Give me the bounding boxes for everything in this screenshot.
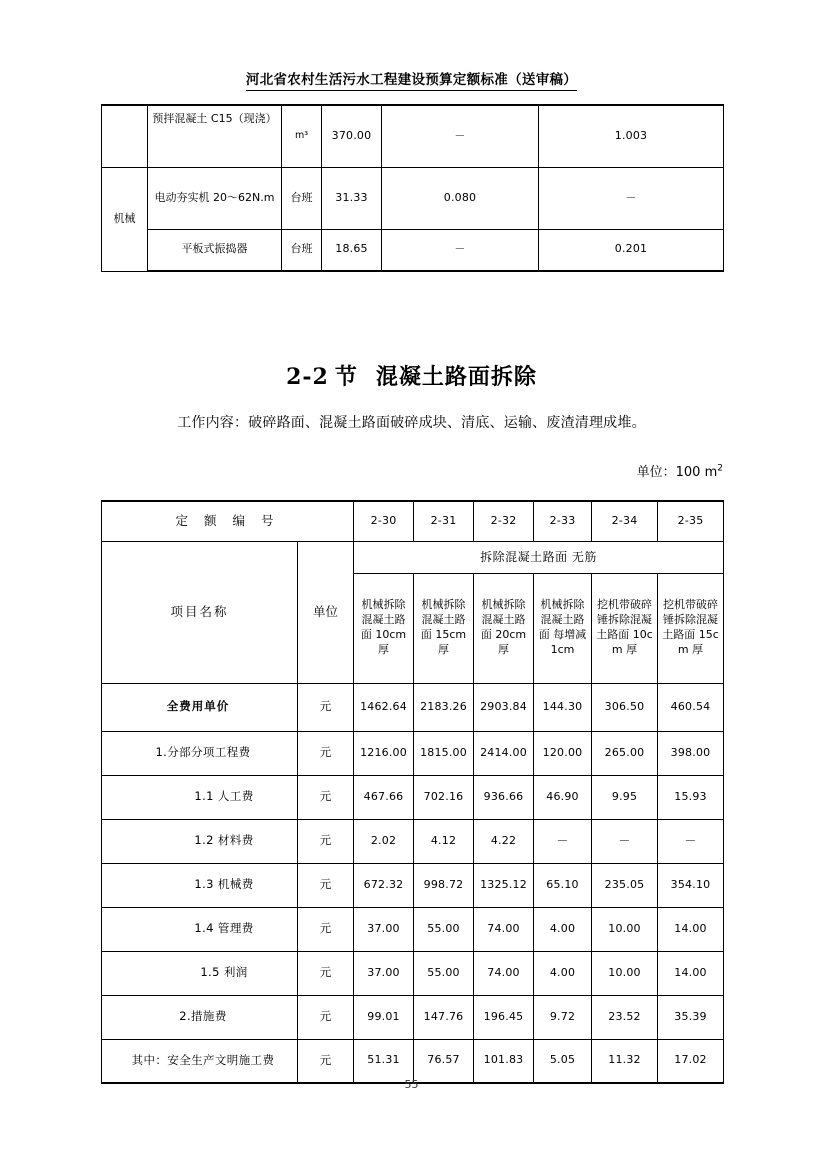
row-value: 2183.26 [414, 683, 474, 731]
row-value: 1462.64 [354, 683, 414, 731]
running-header-text: 河北省农村生活污水工程建设预算定额标准（送审稿） [246, 68, 577, 91]
row-value: 101.83 [474, 1039, 534, 1083]
row-label-machinery-fee: 1.3 机械费 [102, 863, 298, 907]
material-name: 预拌混凝土 C15（现浇） [148, 105, 282, 167]
material-qty-b: － [539, 167, 724, 229]
table-row [102, 167, 724, 229]
row-value: 74.00 [474, 907, 534, 951]
table-row [102, 819, 724, 863]
quota-table-body [102, 501, 724, 1083]
row-value: 936.66 [474, 775, 534, 819]
row-value: 354.10 [658, 863, 724, 907]
quota-name-header: 项目名称 [102, 541, 298, 683]
row-value: 398.00 [658, 731, 724, 775]
row-value: 17.02 [658, 1039, 724, 1083]
table-row [102, 229, 724, 271]
section-heading [0, 360, 823, 391]
row-value: 4.22 [474, 819, 534, 863]
row-value: 467.66 [354, 775, 414, 819]
material-price: 370.00 [322, 105, 382, 167]
material-unit: 台班 [282, 229, 322, 271]
row-value: 99.01 [354, 995, 414, 1039]
row-value: 37.00 [354, 907, 414, 951]
row-label-total-unit-price: 全费用单价 [102, 683, 298, 731]
row-value: 702.16 [414, 775, 474, 819]
quota-code-4: 2-34 [592, 501, 658, 541]
row-value: 144.30 [534, 683, 592, 731]
row-unit: 元 [298, 951, 354, 995]
row-label-subdivision-fee: 1.分部分项工程费 [102, 731, 298, 775]
table-row [102, 907, 724, 951]
row-value: 37.00 [354, 951, 414, 995]
quota-code-row [102, 501, 724, 541]
continued-materials-table [101, 104, 724, 272]
material-qty-a: － [382, 105, 539, 167]
quota-col-desc-2: 机械拆除混凝土路面 20cm 厚 [474, 573, 534, 683]
row-value: 2.02 [354, 819, 414, 863]
unit-note [637, 461, 723, 480]
row-label-measure-fee: 2.措施费 [102, 995, 298, 1039]
row-value: 9.72 [534, 995, 592, 1039]
section-number: 2-2 [286, 364, 329, 390]
material-qty-a: － [382, 229, 539, 271]
row-unit: 元 [298, 775, 354, 819]
quota-table [101, 500, 724, 1084]
quota-col-desc-4: 挖机带破碎锤拆除混凝土路面 10cm 厚 [592, 573, 658, 683]
material-name: 平板式振捣器 [148, 229, 282, 271]
row-value: 55.00 [414, 951, 474, 995]
row-value: － [658, 819, 724, 863]
quota-code-0: 2-30 [354, 501, 414, 541]
row-value: 196.45 [474, 995, 534, 1039]
row-unit: 元 [298, 995, 354, 1039]
row-value: 998.72 [414, 863, 474, 907]
row-value: － [592, 819, 658, 863]
material-qty-b: 0.201 [539, 229, 724, 271]
table-row [102, 995, 724, 1039]
work-content-line: 工作内容：破碎路面、混凝土路面破碎成块、清底、运输、废渣清理成堆。 [177, 415, 646, 431]
row-value: 2414.00 [474, 731, 534, 775]
row-value: 265.00 [592, 731, 658, 775]
quota-table-container [101, 500, 723, 1084]
continued-table-container [101, 104, 723, 272]
row-value: 10.00 [592, 907, 658, 951]
unit-note-label: 单位：100 [636, 465, 701, 480]
quota-group-header: 拆除混凝土路面 无筋 [354, 541, 724, 573]
row-value: － [534, 819, 592, 863]
row-unit: 元 [298, 731, 354, 775]
row-label-management-fee: 1.4 管理费 [102, 907, 298, 951]
quota-col-desc-5: 挖机带破碎锤拆除混凝土路面 15cm 厚 [658, 573, 724, 683]
row-value: 306.50 [592, 683, 658, 731]
row-value: 46.90 [534, 775, 592, 819]
material-name: 电动夯实机 20～62N.m [148, 167, 282, 229]
quota-group-row [102, 541, 724, 573]
row-value: 1815.00 [414, 731, 474, 775]
section-title-text: 混凝土路面拆除 [375, 364, 537, 390]
quota-code-label: 定 额 编 号 [102, 501, 354, 541]
row-value: 11.32 [592, 1039, 658, 1083]
table-row [102, 731, 724, 775]
row-value: 2903.84 [474, 683, 534, 731]
section-unit-word: 节 [334, 364, 358, 390]
row-value: 14.00 [658, 907, 724, 951]
row-label-profit: 1.5 利润 [102, 951, 298, 995]
row-label-labor-fee: 1.1 人工费 [102, 775, 298, 819]
row-value: 55.00 [414, 907, 474, 951]
row-value: 120.00 [534, 731, 592, 775]
row-unit: 元 [298, 863, 354, 907]
row-value: 15.93 [658, 775, 724, 819]
row-unit: 元 [298, 819, 354, 863]
table-row [102, 775, 724, 819]
material-price: 31.33 [322, 167, 382, 229]
material-unit: m³ [282, 105, 322, 167]
material-qty-a: 0.080 [382, 167, 539, 229]
quota-code-1: 2-31 [414, 501, 474, 541]
row-value: 4.00 [534, 907, 592, 951]
quota-col-desc-0: 机械拆除混凝土路面 10cm 厚 [354, 573, 414, 683]
material-price: 18.65 [322, 229, 382, 271]
row-value: 5.05 [534, 1039, 592, 1083]
table-row [102, 1039, 724, 1083]
row-value: 1216.00 [354, 731, 414, 775]
row-value: 4.00 [534, 951, 592, 995]
quota-unit-header: 单位 [298, 541, 354, 683]
page-number: 55 [404, 1078, 419, 1091]
table-row [102, 683, 724, 731]
unit-note-value: m [704, 465, 718, 480]
category-cell-machinery: 机械 [102, 167, 148, 271]
table-row [102, 863, 724, 907]
quota-code-3: 2-33 [534, 501, 592, 541]
quota-col-desc-3: 机械拆除混凝土路面 每增减 1cm [534, 573, 592, 683]
quota-code-2: 2-32 [474, 501, 534, 541]
row-value: 65.10 [534, 863, 592, 907]
material-qty-b: 1.003 [539, 105, 724, 167]
row-value: 51.31 [354, 1039, 414, 1083]
quota-col-desc-1: 机械拆除混凝土路面 15cm 厚 [414, 573, 474, 683]
row-value: 23.52 [592, 995, 658, 1039]
row-value: 74.00 [474, 951, 534, 995]
table-row [102, 105, 724, 167]
row-unit: 元 [298, 1039, 354, 1083]
continued-table-body [102, 105, 724, 271]
row-value: 1325.12 [474, 863, 534, 907]
quota-code-5: 2-35 [658, 501, 724, 541]
row-label-safety-civilized-fee: 其中：安全生产文明施工费 [102, 1039, 298, 1083]
row-value: 4.12 [414, 819, 474, 863]
row-value: 235.05 [592, 863, 658, 907]
row-unit: 元 [298, 907, 354, 951]
row-value: 14.00 [658, 951, 724, 995]
row-value: 460.54 [658, 683, 724, 731]
table-row [102, 951, 724, 995]
row-value: 9.95 [592, 775, 658, 819]
row-value: 35.39 [658, 995, 724, 1039]
row-value: 76.57 [414, 1039, 474, 1083]
row-value: 147.76 [414, 995, 474, 1039]
category-cell-empty [102, 105, 148, 167]
row-label-material-fee: 1.2 材料费 [102, 819, 298, 863]
row-unit: 元 [298, 683, 354, 731]
running-header [0, 68, 823, 91]
row-value: 10.00 [592, 951, 658, 995]
material-unit: 台班 [282, 167, 322, 229]
unit-note-exponent: 2 [717, 463, 723, 474]
row-value: 672.32 [354, 863, 414, 907]
